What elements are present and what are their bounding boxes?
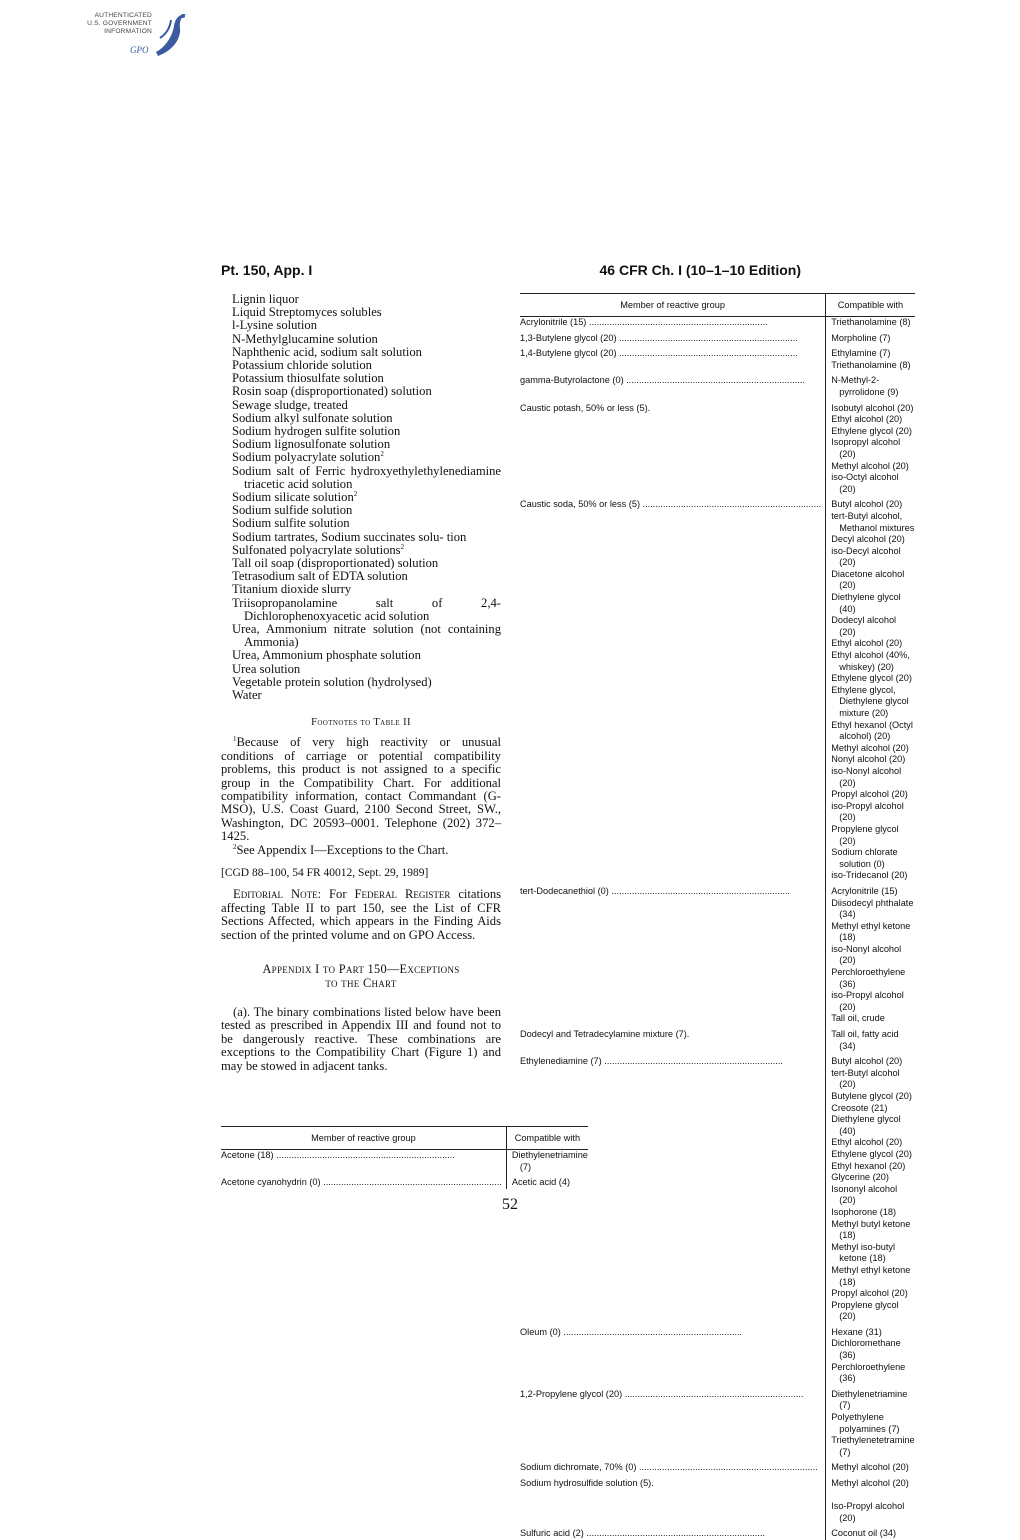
compatible-cell [826,1458,915,1474]
compatible-item: Ethylene glycol (20) [831,673,912,684]
list-item: Potassium thiosulfate solution [232,371,384,386]
compatible-item: Diethylenetriamine (7) [831,1388,908,1411]
reactive-group-cell [520,1458,826,1474]
list-item: Liquid Streptomyces solubles [232,305,382,320]
compatible-item: Ethyl alcohol (20) [831,414,903,425]
reactive-group-cell [520,495,826,882]
table-row [520,1458,915,1474]
compatible-item: Isononyl alcohol (20) [831,1183,898,1206]
reactive-group-cell [520,399,826,496]
compatible-item: Propyl alcohol (20) [831,1288,908,1299]
reactive-group-text: Caustic potash, 50% or less (5). [520,402,651,413]
list-item: Sodium sulfite solution [232,516,350,531]
compatible-item: Polyethylene polyamines (7) [831,1412,900,1434]
column-header-group: Member of reactive group [520,294,826,317]
left-column [221,293,501,1073]
compatible-item: Acrylonitrile (15) [831,885,898,896]
compatible-cell [826,317,915,329]
eagle-icon [150,8,190,60]
compatible-item: Propylene glycol (20) [831,1299,899,1322]
compatible-cell [826,329,915,345]
compatible-cell [826,371,915,398]
compatible-item: iso-Tridecanol (20) [831,870,908,881]
footnote-mark: 2 [353,489,358,498]
table-row [520,1052,915,1323]
table-row [520,371,915,398]
table-row [520,495,915,882]
reactive-group-text: 1,2-Propylene glycol (20) ..... [520,1389,821,1401]
compatible-item: Diacetone alcohol (20) [831,568,905,591]
appendix-title [221,962,501,990]
logo-gpo: GPO [130,45,149,55]
compatible-item: Ethyl hexanol (20) [831,1160,906,1171]
compatible-item: iso-Propyl alcohol (20) [831,800,904,823]
compatible-item: Ethyl alcohol (20) [831,1137,903,1148]
compatible-cell [826,344,915,371]
reactive-group-text: 1,4-Butylene glycol (20) ..... [520,348,821,360]
compatible-item: Isophorone (18) [831,1206,897,1217]
compatible-cell [826,1524,915,1540]
compatible-item: tert-Butyl alcohol, Methanol mixtures [831,510,915,533]
federal-register-link: Federal Register [354,887,451,902]
compatible-item: Morpholine (7) [831,332,891,343]
list-item: Lignin liquor [232,292,299,306]
footnote-text: Because of very high reactivity or unusual conditions of carriage or potential compatibility problems, this product is not assigned to a specific group in the Compatibility Chart. For additional compatibility information, contact Commandant (G-MSO), U.S. Coast Guard, 2100 Second Street, SW., Washington, DC 20593–0001. Telephone (202) 372–1425. [221,735,501,844]
column-header-group: Member of reactive group [221,1127,506,1150]
compatible-item: Propyl alcohol (20) [831,789,908,800]
footnote-mark: 2 [380,450,384,459]
list-item: Urea, Ammonium phosphate solution [232,648,421,663]
reactive-group-cell [520,1025,826,1052]
reactive-group-text: Acrylonitrile (15) ..... [520,317,821,329]
logo-text [80,12,152,36]
compatible-item: Sodium chlorate solution (0) [831,847,898,869]
list-item: Sodium hydrogen sulfite solution [232,424,401,439]
footnote-mark: 1 [233,735,237,744]
compatible-item: Nonyl alcohol (20) [831,754,906,765]
reactive-group-text: Sodium dichromate, 70% (0) ..... [520,1462,821,1474]
table-row [520,1524,915,1540]
list-item: Sodium sulfide solution [232,503,353,518]
reactive-group-cell [520,329,826,345]
compatible-item: Diethylene glycol (40) [831,1114,901,1136]
table-row [520,1385,915,1459]
compatible-item: Methyl alcohol (20) [831,742,909,753]
compatible-item [831,1490,914,1502]
reactive-group-cell [520,1474,826,1524]
table-row [520,882,915,1025]
column-header-compatible: Compatible with [826,294,915,317]
compatible-item: iso-Octyl alcohol (20) [831,472,899,494]
compatible-item: Methyl butyl ketone (18) [831,1218,911,1241]
reactive-group-cell [221,1173,506,1189]
compatible-item: Ethylene glycol, Diethylene glycol mixture (20) [831,684,909,718]
list-item: Vegetable protein solution (hydrolysed) [232,674,432,689]
list-item-text: Sodium polyacrylate solution [232,450,381,465]
compatible-item: Tall oil, crude [831,1013,885,1024]
list-item: N-Methylglucamine solution [232,331,378,346]
list-item: Naphthenic acid, sodium salt solution [232,344,422,359]
reactive-group-cell [520,344,826,371]
reactive-group-text: gamma-Butyrolactone (0) ..... [520,375,821,387]
list-item: Sodium alkyl sulfonate solution [232,410,393,425]
table-row [520,1474,915,1524]
compatible-item: Hexane (31) [831,1326,882,1337]
compatible-item: Acetic acid (4) [511,1177,571,1188]
table-row [520,329,915,345]
compatible-cell [826,495,915,882]
reactive-group-text: tert-Dodecanethiol (0) ..... [520,886,821,898]
list-item [221,451,501,464]
compatible-item: Ethylene glycol (20) [831,1148,912,1159]
compatible-item: Coconut oil (34) [831,1528,897,1539]
compatible-item: Methyl alcohol (20) [831,1478,909,1488]
compatible-item: Methyl ethyl ketone (18) [831,920,911,943]
appendix-title-line: Appendix I to Part 150—Exceptions [262,961,460,976]
exceptions-table-right [520,293,915,1540]
reactive-group-text: Sodium hydrosulfide solution (5). [520,1478,654,1488]
compatible-cell [826,1385,915,1459]
logo-line: INFORMATION [104,28,152,35]
reactive-group-text: Sulfuric acid (2) ..... [520,1528,821,1540]
list-item: Sodium lignosulfonate solution [232,437,391,452]
table-row [520,1323,915,1385]
list-item: Titanium dioxide slurry [232,582,352,597]
reactive-group-text: Ethylenediamine (7) ..... [520,1056,821,1068]
compatible-item: Dodecyl alcohol (20) [831,615,897,637]
compatible-item: Ethyl alcohol (40%, whiskey) (20) [831,650,910,672]
compatible-item: Decyl alcohol (20) [831,534,905,545]
compatible-item: Triethanolamine (8) [831,317,911,327]
page-number: 52 [502,1196,518,1213]
compatible-cell [826,1323,915,1385]
reactive-group-cell [520,317,826,329]
list-item: Urea solution [232,661,301,676]
compatible-item: Methyl alcohol (20) [831,1462,909,1473]
reactive-group-text: Dodecyl and Tetradecylamine mixture (7). [520,1029,690,1040]
compatible-item: N-Methyl-2-pyrrolidone (9) [831,375,899,397]
list-item-text: Sodium silicate solution [232,490,354,505]
compatible-item: Diisodecyl phthalate (34) [831,897,914,920]
list-item: Triisopropanolamine salt of 2,4- Dichlorophenoxyacetic acid solution [232,595,501,623]
editorial-note-text: For [329,887,347,902]
footnote-1 [221,736,501,843]
compatible-item: iso-Decyl alcohol (20) [831,545,901,568]
footnote-2 [221,844,501,857]
compatible-item: Perchloroethylene (36) [831,1361,906,1384]
compatible-item: Tall oil, fatty acid (34) [831,1029,899,1051]
list-item: Urea, Ammonium nitrate solution (not containing Ammonia) [232,622,501,650]
editorial-note-text: citations affecting Table II to part 150, see the List of CFR Sections Affected, which appears in the Finding Aids section of the printed volume and on GPO Access. [221,887,502,942]
compatible-item: Glycerine (20) [831,1172,889,1183]
table-row [520,399,915,496]
list-item: Water [232,688,262,703]
compatible-item: iso-Nonyl alcohol (20) [831,943,902,966]
list-item: Rosin soap (disproportionated) solution [232,384,432,399]
compatible-item: iso-Nonyl alcohol (20) [831,765,902,788]
compatible-item: Methyl alcohol (20) [831,460,909,471]
reactive-group-cell [221,1150,506,1174]
reactive-group-cell [520,1052,826,1323]
table-row [520,344,915,371]
compatible-item: Dichloromethane (36) [831,1338,901,1361]
logo-line: AUTHENTICATED [94,12,152,19]
list-item: Sewage sludge, treated [232,397,348,412]
table-row [520,317,915,329]
reactive-group-cell [520,882,826,1025]
footnote-mark: 2 [233,842,237,851]
compatible-item: Diethylene glycol (40) [831,592,901,614]
compatible-item: Isopropyl alcohol (20) [831,437,901,459]
compatible-item: Iso-Propyl alcohol (20) [831,1501,905,1523]
compatible-item: Propylene glycol (20) [831,823,899,846]
appendix-title-line: to the Chart [325,975,397,990]
reactive-group-cell [520,1323,826,1385]
compatible-cell [826,1025,915,1052]
compatible-item: Methyl ethyl ketone (18) [831,1264,911,1287]
compatible-item: Butyl alcohol (20) [831,499,903,510]
compatible-cell [826,399,915,496]
editorial-note-label: Editorial Note: [233,887,322,902]
reactive-group-text: Acetone (18) ..... [221,1150,502,1162]
reactive-group-text: 1,3-Butylene glycol (20) ..... [520,333,821,345]
compatible-item: Isobutyl alcohol (20) [831,402,914,413]
logo-line: U.S. GOVERNMENT [87,20,152,27]
running-header-right: 46 CFR Ch. I (10–1–10 Edition) [599,262,801,278]
compatible-item: Ethylamine (7) [831,348,891,359]
compatible-item: tert-Butyl alcohol (20) [831,1067,900,1090]
table-row [520,1025,915,1052]
compatible-item: Ethyl hexanol (Octyl alcohol) (20) [831,719,913,742]
footnote-text: See Appendix I—Exceptions to the Chart. [236,842,449,857]
reactive-group-cell [520,1524,826,1540]
list-item-text: Sulfonated polyacrylate solutions [232,542,401,557]
compatible-item: Butyl alcohol (20) [831,1056,903,1067]
compatible-item: Diethylenetriamine (7) [511,1150,588,1172]
compatible-cell [826,882,915,1025]
list-item: Tetrasodium salt of EDTA solution [232,569,408,584]
list-item: Potassium chloride solution [232,358,372,373]
reactive-group-text: Caustic soda, 50% or less (5) ..... [520,499,821,511]
list-item: Tall oil soap (disproportionated) solution [232,556,439,571]
gpo-authentication-logo [80,8,190,60]
compatible-item: Ethylene glycol (20) [831,425,912,436]
compatible-item: Butylene glycol (20) [831,1091,912,1101]
compatible-item: Triethylenetetramine (7) [831,1435,915,1457]
compatible-cell [826,1474,915,1524]
compatible-cell [826,1052,915,1323]
footnote-mark: 2 [400,542,405,551]
footnotes-title: Footnotes to Table II [311,717,411,729]
reactive-group-text: Oleum (0) ..... [520,1327,821,1339]
substance-list [221,293,501,702]
list-item: Sodium tartrates, Sodium succinates solu- tion [232,529,467,544]
editorial-note [221,888,501,942]
compatible-item: Ethyl alcohol (20) [831,638,903,649]
compatible-item: iso-Propyl alcohol (20) [831,990,904,1012]
reactive-group-cell [520,1385,826,1459]
column-header-compatible: Compatible with [506,1127,588,1150]
running-header-left: Pt. 150, App. I [221,262,313,278]
reactive-group-text: Acetone cyanohydrin (0) ..... [221,1177,502,1189]
list-item: Sodium salt of Ferric hydroxyethylethylenediamine triacetic acid solution [232,463,501,491]
list-item: l-Lysine solution [232,318,318,333]
reactive-group-cell [520,371,826,398]
compatible-item: Triethanolamine (8) [831,359,911,370]
compatible-item: Methyl iso-butyl ketone (18) [831,1241,896,1264]
appendix-paragraph: (a). The binary combinations listed below have been tested as prescribed in Appendix III and found not to be dangerously reactive. These combinations are exceptions to the Compatibility Chart (Figure 1) and may be stowed in adjacent tanks. [221,1004,501,1073]
compatible-item: Perchloroethylene (36) [831,967,906,989]
citation: [CGD 88–100, 54 FR 40012, Sept. 29, 1989] [221,866,429,879]
compatible-item: Creosote (21) [831,1102,888,1113]
